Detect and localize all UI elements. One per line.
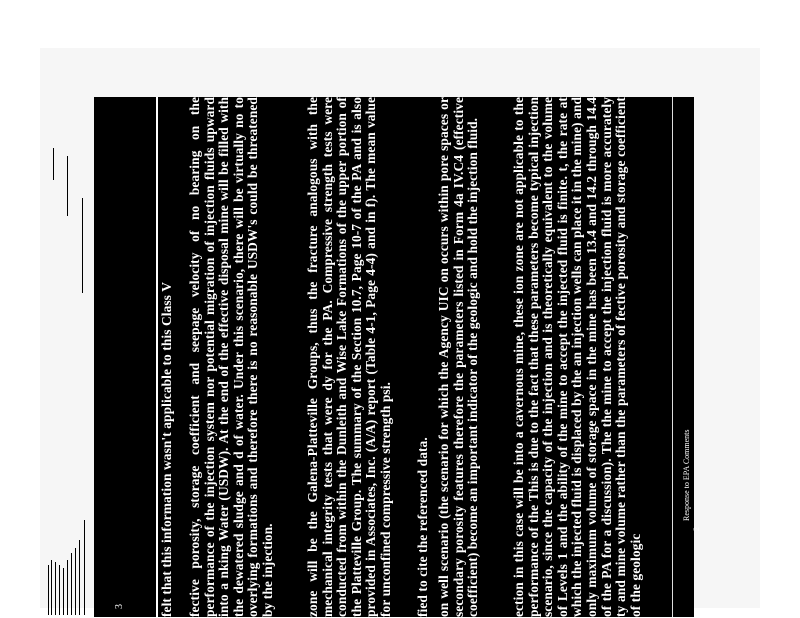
footer-page: 2 <box>692 527 701 531</box>
paragraph-2: fective porosity, storage coefficient and seepage velocity of no bearing on the performance of the injection system nor potential migration of injection fluids upward into a nking Water (USDW). At the end of the effective disposal mine will be filled with the dewatered sludge and d of water. Under this scenario, there will be virtually no to overlying formations and therefore there is no reasonable USDW's could be threatened by the injection. <box>187 97 275 617</box>
scan-artifact <box>84 520 85 615</box>
scan-artifact <box>79 540 80 615</box>
scan-artifact <box>82 198 83 293</box>
scan-artifact <box>55 562 56 615</box>
paragraph-1: felt that this information wasn't applicable to this Class V <box>159 282 174 617</box>
footer-text: Response to EPA Comments <box>682 429 691 521</box>
scan-artifact <box>63 568 64 615</box>
scan-artifact <box>67 156 68 216</box>
paragraph-4: fied to cite the referenced data. <box>415 437 430 617</box>
scan-artifact <box>51 560 52 615</box>
paragraph-3: zone will be the Galena-Platteville Groups, thus the fracture analogous with the mechanical integrity tests that were dy for the PA. Compressive strength tests were conducted from within the Dunleith and Wise Lake Formations of the upper portion of the Platteville Group. The summary of the Section 10.7, Page 10-7 of the PA and is also provided in Associates, Inc. (A/A) report (Table 4-1, Page 4-4) and in f). The mean value for unconfined compressive strength psi. <box>305 97 393 617</box>
scan-artifact <box>48 565 49 615</box>
paragraph-6: ection in this case will be into a cavernous mine, these ion zone are not applicable to the performance of the This is due to the fact that these parameters become typical injection scenario, since the capacity of the injection and is theoretically equivalent to the volume of Levels 1 and the ability of the mine to accept the injected fluid is finite. t, the rate at which the injected fluid is displaced by the an injection wells can place it in the mine) and only maximum volume of storage space in the mine has been 13.4 and 14.2 through 14.4 of the PA for a discussion). The the mine to accept the injection fluid is more accurately ty and mine volume rather than the parameters of fective porosity and storage coefficient of the geologic <box>511 97 643 617</box>
scan-artifact <box>53 148 54 180</box>
scan-artifact <box>75 548 76 615</box>
document-page <box>94 97 701 617</box>
margin-rule <box>156 97 158 617</box>
scan-artifact <box>59 565 60 615</box>
paragraph-5: on well scenario (the scenario for which the Agency UIC on occurs within pore spaces or secondary porosity features therefore the parameters listed in Form 4a IV.C4 (effective coefficient) become an important indicator of the geologic and hold the injection fluid. <box>436 97 481 617</box>
scan-artifact <box>71 553 72 615</box>
scan-artifact <box>67 560 68 615</box>
margin-rule-right <box>672 97 673 617</box>
page-number: 3 <box>114 604 125 609</box>
